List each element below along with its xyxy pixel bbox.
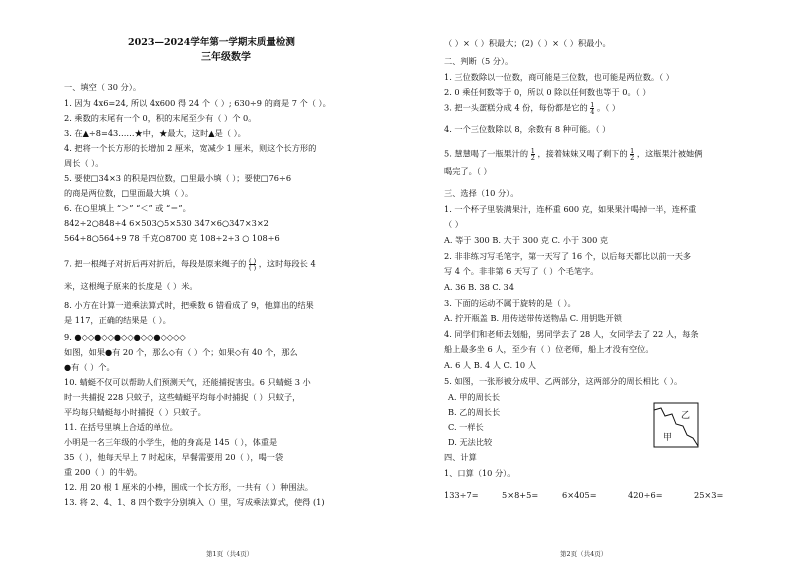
question-line: 13. 将 2、4、1、8 四个数字分别填入（）里，写成乘法算式，使得 (1) xyxy=(64,497,325,507)
judge-4: 4. 一个三位数除以 8，余数有 8 种可能。（ ） xyxy=(444,124,611,134)
choice-line: （ ） xyxy=(444,219,463,229)
calc-item: 6×405= xyxy=(562,490,597,500)
question-line: 8. 小方在计算一道乘法算式时，把乘数 6 错看成了 9，他算出的结果 xyxy=(64,300,314,310)
question-line: 平均每只蜻蜓每小时捕捉（ ）只蚊子。 xyxy=(64,407,206,417)
choice-line: 5. 如图，一张形被分成甲、乙两部分，这两部分的周长相比（ ）。 xyxy=(444,376,683,386)
square-divided-figure xyxy=(653,402,699,448)
choice-option-a: A. 甲的周长长 xyxy=(448,392,501,402)
judge-2: 2. 0 乘任何数等于 0，所以 0 除以任何数也等于 0。（ ） xyxy=(444,87,651,97)
question-line: 重 200（ ）的牛奶。 xyxy=(64,467,143,477)
section-fill-blank: 一、填空（ 30 分）。 xyxy=(64,82,142,92)
choice-line: 1. 一个杯子里装满果汁，连杯重 600 克，如果果汁喝掉一半，连杯重 xyxy=(444,204,697,214)
figure-label-yi: 乙 xyxy=(681,411,691,421)
question-line: （ ）×（ ）积最大；(2)（ ）×（ ）积最小。 xyxy=(444,38,611,48)
j3-fraction: $\frac{1}{4}$ xyxy=(590,101,595,116)
question-line: 842÷2○848÷4 6×503○5×530 347×6○347×3×2 xyxy=(64,218,269,228)
choice-line: 3. 下面的运动不属于旋转的是（ ）。 xyxy=(444,298,576,308)
question-line: ●有（ ）个。 xyxy=(64,362,115,372)
choice-line: 4. 同学们和老师去划船，男同学去了 28 人，女同学去了 22 人，每条 xyxy=(444,329,699,339)
section-calc: 四、计算 xyxy=(444,452,477,462)
question-line: 564÷8○564÷9 78 千克○8700 克 108÷2÷3 ○ 108÷6 xyxy=(64,233,280,243)
calc-item: 5×8+5= xyxy=(502,490,539,500)
page-footer: 第1页（共4页） xyxy=(206,550,254,558)
page-footer: 第2页（共4页） xyxy=(560,550,608,558)
question-line: 35（ ），他每天早上 7 时起床，早餐需要用 20（ ），喝一袋 xyxy=(64,452,284,462)
question-line: 如图，如果●有 20 个，那么◇有（ ）个；如果◇有 40 个，那么 xyxy=(64,347,298,357)
question-line: 时一共捕捉 228 只蚊子，这些蜻蜓平均每小时捕捉（ ）只蚊子， xyxy=(64,392,301,402)
choice-line: 2. 非非练习写毛笔字，第一天写了 16 个，以后每天都比以前一天多 xyxy=(444,251,692,261)
calc-subtitle: 1、口算（10 分）。 xyxy=(444,468,516,478)
judge-1: 1. 三位数除以一位数，商可能是三位数，也可能是两位数。（ ） xyxy=(444,72,674,82)
question-line: 12. 用 20 根 1 厘米的小棒，围成一个长方形，一共有（ ）种围法。 xyxy=(64,482,313,492)
question-line: 10. 蜻蜓不仅可以帮助人们预测天气，还能捕捉害虫。6 只蜻蜓 3 小 xyxy=(64,377,311,387)
choice-options: A. 拧开瓶盖 B. 用传送带传送物品 C. 用钥匙开锁 xyxy=(444,313,622,323)
question-line: 5. 要使□34×3 的积是四位数，□里最小填（ ）；要使□76÷6 xyxy=(64,173,292,183)
question-line: 的商是两位数，□里面最大填（ ）。 xyxy=(64,188,194,198)
right-page xyxy=(438,0,794,561)
question-line: 1. 因为 4x6=24, 所以 4x600 得 24 个（ ）; 630÷9 的商是 7 个（ ）。 xyxy=(64,98,331,108)
judge-3: 3. 把一头蛋糕分成 4 份，每份都是它的 $\frac{1}{4}$ 。（ ） xyxy=(444,101,621,116)
question-7 xyxy=(64,258,316,271)
left-page xyxy=(56,0,436,561)
calc-item: 25×3= xyxy=(694,490,724,500)
section-judge: 二、判断（5 分）。 xyxy=(444,56,514,66)
question-line: 小明是一名三年级的小学生，他的身高是 145（ ），体重是 xyxy=(64,437,278,447)
question-line: 4. 把将一个长方形的长增加 2 厘米，宽减少 1 厘米，则这个长方形的 xyxy=(64,143,317,153)
choice-option-b: B. 乙的周长长 xyxy=(448,407,501,417)
choice-options: A. 等于 300 B. 大于 300 克 C. 小于 300 克 xyxy=(444,235,609,245)
j5-fraction-2: $\frac{1}{2}$ xyxy=(630,147,635,162)
judge-5: 5. 慧慧喝了一瓶果汁的 $\frac{1}{2}$ ，接着妹妹又喝了剩下的 $\frac{1}{2}$ ，这瓶果汁被她俩 xyxy=(444,147,703,162)
j5-fraction-1: $\frac{1}{2}$ xyxy=(530,147,535,162)
choice-options: A. 36 B. 38 C. 34 xyxy=(444,282,514,292)
exam-subtitle: 三年级数学 xyxy=(201,52,251,63)
choice-option-d: D. 无法比较 xyxy=(448,437,493,447)
choice-options: A. 6 人 B. 4 人 C. 10 人 xyxy=(444,360,536,370)
question-line: 3. 在▲÷8=43……★中，★最大，这时▲是（ ）。 xyxy=(64,128,246,138)
question-line: 9. ●◇◇●◇◇●◇◇●◇◇●◇◇◇◇ xyxy=(64,332,186,342)
judge-5-cont: 喝完了。（ ） xyxy=(444,166,492,176)
question-line: 6. 在○里填上 “＞” “＜” 或 “＝”。 xyxy=(64,203,191,213)
choice-line: 船上最多坐 6 人，至少有（ ）位老师，船上才没有空位。 xyxy=(444,344,654,354)
figure-label-jia: 甲 xyxy=(663,433,673,443)
choice-option-c: C. 一样长 xyxy=(448,422,484,432)
q7-text: 7. 把一根绳子对折后再对折后，每段是原来绳子的 xyxy=(64,258,247,269)
q7-fraction: $\frac{( )}{( )}$ xyxy=(248,257,257,272)
exam-title: 2023—2024学年第一学期末质量检测 xyxy=(128,37,295,48)
q7-text-end: ，这时每段长 4 xyxy=(258,258,316,269)
question-line: 周长（ ）。 xyxy=(64,158,104,168)
choice-line: 写 4 个。非非第 6 天写了（ ）个毛笔字。 xyxy=(444,266,599,276)
section-choice: 三、选择（10 分）。 xyxy=(444,188,519,198)
calc-item: 133÷7= xyxy=(444,490,479,500)
calc-item: 420÷6= xyxy=(628,490,663,500)
question-line: 2. 乘数的末尾有一个 0，积的末尾至少有（ ）个 0。 xyxy=(64,113,257,123)
question-line: 11. 在括号里填上合适的单位。 xyxy=(64,422,178,432)
question-line: 是 117，正确的结果是（ ）。 xyxy=(64,315,171,325)
question-line: 米，这根绳子原来的长度是（ ）米。 xyxy=(64,281,198,291)
